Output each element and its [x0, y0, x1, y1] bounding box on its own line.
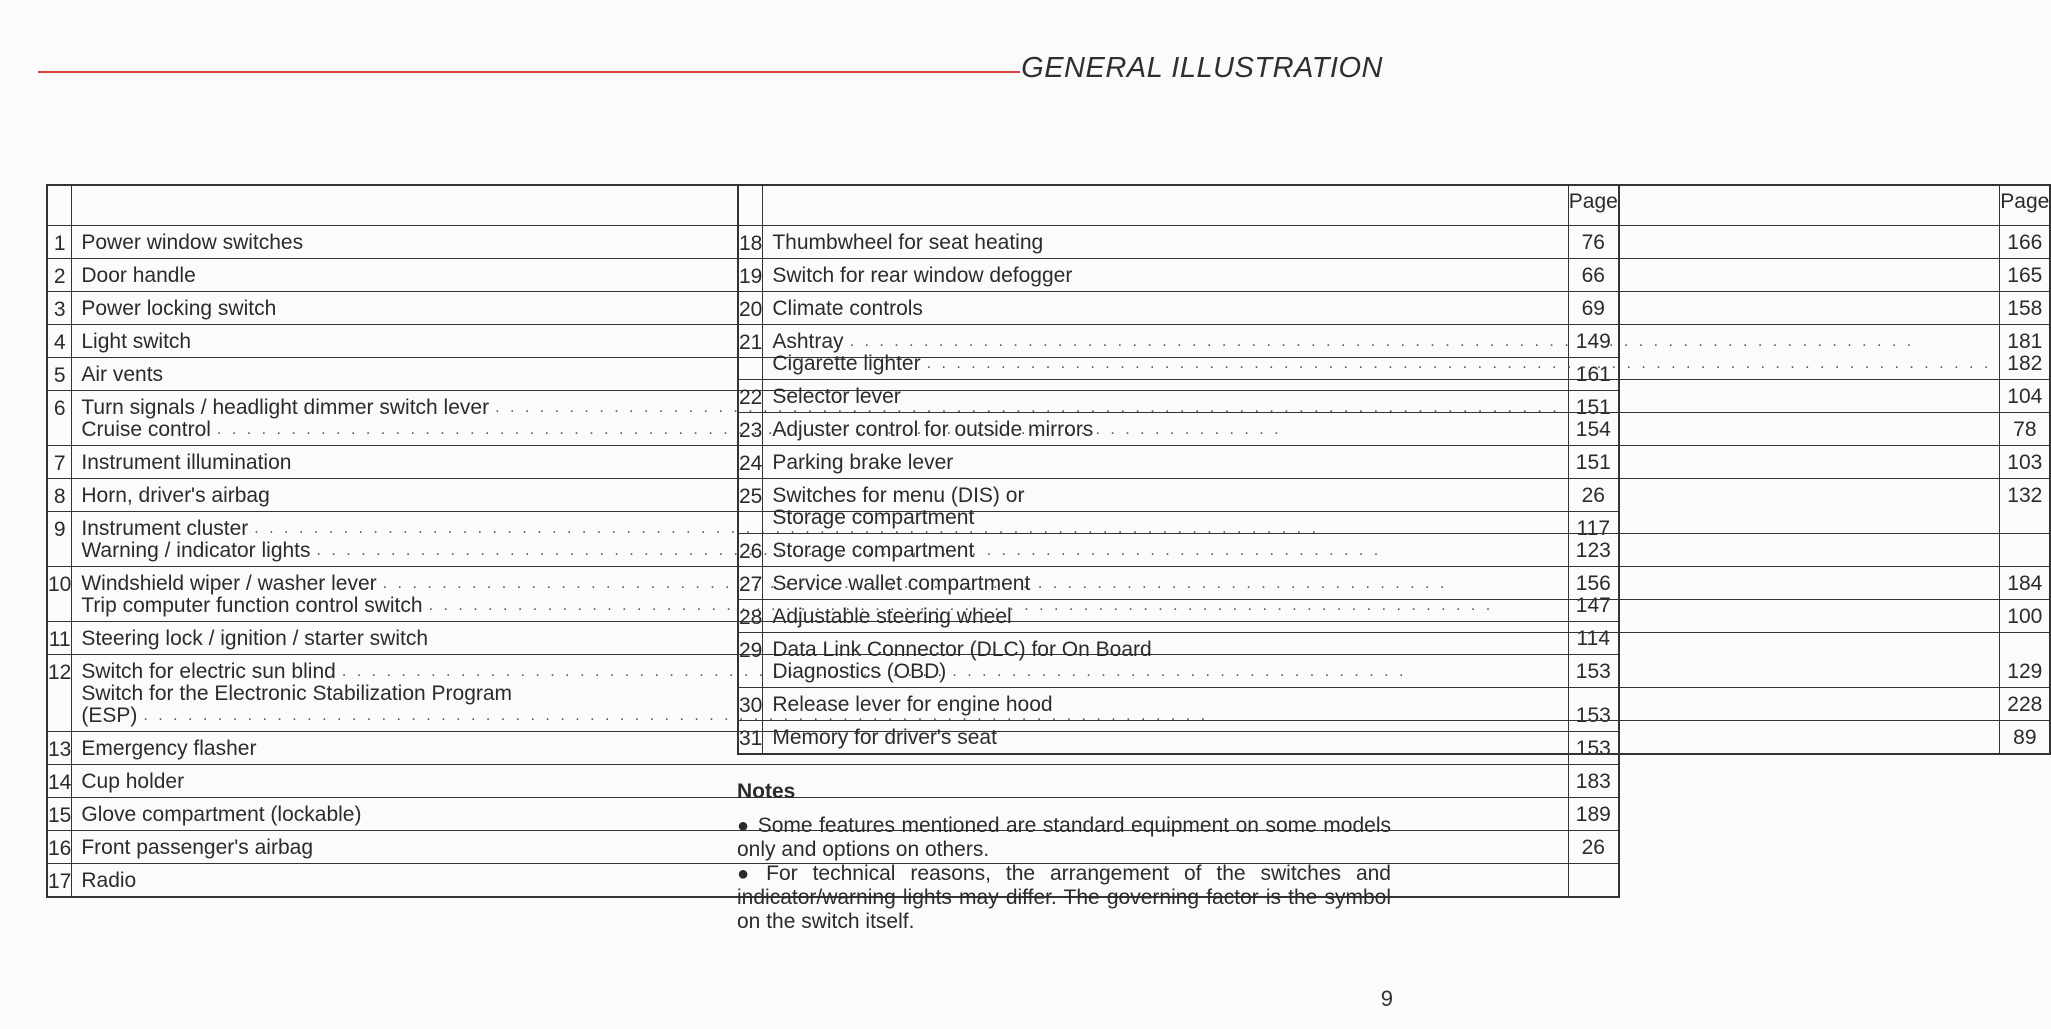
dot-leader — [927, 353, 1992, 375]
table-row — [738, 413, 2050, 446]
item-label-cell — [763, 446, 2000, 479]
item-label: Power locking switch — [81, 297, 277, 320]
item-number: 12 — [47, 655, 72, 732]
item-label: Data Link Connector (DLC) for On Board — [772, 638, 1152, 661]
table-row — [738, 721, 2050, 755]
item-label-cell — [763, 259, 2000, 292]
table-row — [738, 325, 2050, 380]
page-ref: 151 — [1575, 451, 1611, 474]
table-header-row — [738, 185, 2050, 226]
item-label: Door handle — [81, 264, 196, 287]
item-number: 21 — [738, 325, 763, 380]
item-number: 18 — [738, 226, 763, 259]
item-label-line — [772, 452, 1991, 474]
page-ref: 114 — [1576, 627, 1611, 650]
notes-title: Notes — [737, 780, 796, 803]
bullet-icon: ● — [737, 815, 750, 837]
item-label: Cup holder — [81, 770, 185, 793]
item-number: 17 — [47, 864, 72, 898]
page-ref: 104 — [2007, 385, 2043, 408]
item-label: Horn, driver's airbag — [81, 484, 270, 507]
page-ref: 182 — [2007, 352, 2043, 375]
item-label-line — [772, 331, 1991, 353]
item-label-cell — [763, 633, 2000, 688]
page-ref: 156 — [1575, 572, 1611, 595]
item-label: Ashtray — [772, 330, 844, 353]
item-number: 30 — [738, 688, 763, 721]
item-label-line — [772, 573, 1991, 595]
item-label-cell — [763, 479, 2000, 534]
item-label: Release lever for engine hood — [772, 693, 1053, 716]
item-label-line — [772, 727, 1991, 749]
item-number: 29 — [738, 633, 763, 688]
header-num-cell — [47, 185, 72, 226]
item-label: Cruise control — [81, 418, 211, 441]
item-number: 4 — [47, 325, 72, 358]
page-ref: 184 — [2007, 572, 2043, 595]
page-ref: 100 — [2007, 605, 2043, 628]
page-ref: 117 — [1576, 517, 1611, 540]
item-label: Adjuster control for outside mirrors — [772, 418, 1094, 441]
item-label-cell — [763, 292, 2000, 325]
item-number: 7 — [47, 446, 72, 479]
item-number: 14 — [47, 765, 72, 798]
table-row — [738, 479, 2050, 534]
item-label: Emergency flasher — [81, 737, 257, 760]
item-label: Switch for rear window defogger — [772, 264, 1073, 287]
item-label-line — [772, 265, 1991, 287]
note-item — [737, 862, 1391, 934]
item-number: 9 — [47, 512, 72, 567]
item-label-line — [772, 661, 1991, 683]
page-ref: 158 — [2007, 297, 2043, 320]
item-label: Turn signals / headlight dimmer switch lever — [81, 396, 490, 419]
page-ref-cell — [2000, 380, 2051, 413]
page-ref-cell — [2000, 259, 2051, 292]
page-ref — [1569, 870, 1618, 892]
page-ref-cell — [1568, 798, 1619, 831]
item-label-cell — [763, 226, 2000, 259]
page-ref: 123 — [1575, 539, 1611, 562]
page-ref: 183 — [1575, 770, 1611, 793]
item-label-line — [772, 694, 1991, 716]
item-number: 25 — [738, 479, 763, 534]
page-ref: 153 — [1575, 660, 1611, 683]
item-label: Switches for menu (DIS) or — [772, 484, 1025, 507]
item-label: Radio — [81, 869, 137, 892]
item-number: 10 — [47, 567, 72, 622]
page-ref-cell — [2000, 413, 2051, 446]
page-ref: 149 — [1575, 330, 1611, 353]
item-label: Trip computer function control switch — [81, 594, 423, 617]
item-label: Front passenger's airbag — [81, 836, 313, 859]
item-number: 26 — [738, 534, 763, 567]
page-ref: 26 — [1581, 484, 1605, 507]
item-label: Windshield wiper / washer lever — [81, 572, 377, 595]
table-row — [738, 600, 2050, 633]
page-ref: 154 — [1575, 418, 1611, 441]
page-ref-cell — [1568, 765, 1619, 798]
page-ref: 89 — [2013, 726, 2037, 749]
item-label-cell — [763, 413, 2000, 446]
page-ref-cell — [1568, 831, 1619, 864]
table-row — [738, 226, 2050, 259]
item-label: (ESP) — [81, 704, 138, 727]
page-ref-cell — [1568, 864, 1619, 898]
page-ref: 153 — [1575, 737, 1611, 760]
page-ref: 228 — [2007, 693, 2043, 716]
item-label-line — [772, 540, 1991, 562]
page-column-header: Page — [2000, 185, 2051, 226]
notes-section — [737, 780, 1391, 934]
item-number: 2 — [47, 259, 72, 292]
page-ref: 78 — [2013, 418, 2037, 441]
item-label: Service wallet compartment — [772, 572, 1031, 595]
item-label: Cigarette lighter — [772, 352, 921, 375]
item-label: Memory for driver's seat — [772, 726, 997, 749]
item-number: 15 — [47, 798, 72, 831]
item-label-line — [772, 485, 1991, 507]
page-ref — [2000, 540, 2049, 562]
item-label-line — [772, 386, 1991, 408]
item-label-cell — [763, 534, 2000, 567]
table-row — [738, 259, 2050, 292]
item-number: 23 — [738, 413, 763, 446]
item-number: 22 — [738, 380, 763, 413]
item-number: 24 — [738, 446, 763, 479]
page-ref: 69 — [1581, 297, 1605, 320]
item-label-cell — [763, 567, 2000, 600]
table-row — [738, 567, 2050, 600]
item-label-cell — [763, 380, 2000, 413]
item-label: Glove compartment (lockable) — [81, 803, 362, 826]
page-ref-cell — [2000, 446, 2051, 479]
dot-leader — [850, 331, 1992, 353]
table-row — [738, 534, 2050, 567]
item-label: Climate controls — [772, 297, 923, 320]
note-item — [737, 814, 1391, 862]
page-ref: 153 — [1575, 704, 1611, 727]
bullet-icon: ● — [737, 863, 759, 885]
page-ref — [2000, 639, 2049, 661]
page-ref-cell — [2000, 534, 2051, 567]
note-text: For technical reasons, the arrangement of the switches and indicator/warning lights may differ. The governing factor is the symbol on the switch itself. — [737, 862, 1391, 933]
page-ref: 166 — [2007, 231, 2043, 254]
table-row — [738, 380, 2050, 413]
header-num-cell — [738, 185, 763, 226]
item-label: Instrument illumination — [81, 451, 292, 474]
item-number: 5 — [47, 358, 72, 391]
page-ref: 129 — [2007, 660, 2043, 683]
item-label: Diagnostics (OBD) — [772, 660, 947, 683]
item-label-line — [772, 232, 1991, 254]
page-column-header: Page — [1568, 185, 1619, 226]
item-label-line — [772, 353, 1991, 375]
item-label: Switch for the Electronic Stabilization Program — [81, 682, 513, 705]
header-label-cell — [763, 185, 2000, 226]
item-label-line — [772, 507, 1991, 529]
item-label-cell — [763, 600, 2000, 633]
item-number: 11 — [47, 622, 72, 655]
page-ref: 181 — [2007, 330, 2043, 353]
page-ref-cell — [2000, 325, 2051, 380]
page-ref: 147 — [1575, 594, 1611, 617]
page-ref — [2000, 507, 2049, 529]
page-ref: 151 — [1575, 396, 1611, 419]
item-number: 19 — [738, 259, 763, 292]
item-label: Switch for electric sun blind — [81, 660, 336, 683]
table-row — [738, 446, 2050, 479]
item-label: Air vents — [81, 363, 164, 386]
item-number: 16 — [47, 831, 72, 864]
page-ref: 66 — [1581, 264, 1605, 287]
page-ref-cell — [2000, 600, 2051, 633]
page-ref-cell — [2000, 633, 2051, 688]
page-ref: 132 — [2007, 484, 2043, 507]
item-label: Steering lock / ignition / starter switch — [81, 627, 429, 650]
page-ref-cell — [2000, 292, 2051, 325]
item-label: Instrument cluster — [81, 517, 249, 540]
item-label: Light switch — [81, 330, 192, 353]
page-ref: 76 — [1581, 231, 1605, 254]
header-rule — [38, 71, 1020, 73]
note-text: Some features mentioned are standard equipment on some models only and options on others. — [737, 814, 1391, 861]
item-label: Storage compartment — [772, 539, 975, 562]
page-ref-cell — [2000, 226, 2051, 259]
page-title: GENERAL ILLUSTRATION — [1021, 52, 1383, 84]
item-number: 28 — [738, 600, 763, 633]
item-label-line — [772, 639, 1991, 661]
page-ref: 161 — [1575, 363, 1611, 386]
item-label-line — [772, 606, 1991, 628]
table-row — [738, 292, 2050, 325]
item-number: 13 — [47, 732, 72, 765]
legend-table-right — [737, 184, 2051, 755]
table-row — [738, 688, 2050, 721]
table-row — [738, 633, 2050, 688]
item-number: 8 — [47, 479, 72, 512]
item-label: Parking brake lever — [772, 451, 954, 474]
item-label: Selector lever — [772, 385, 901, 408]
item-number: 1 — [47, 226, 72, 259]
item-number: 20 — [738, 292, 763, 325]
item-number: 6 — [47, 391, 72, 446]
page-ref: 26 — [1581, 836, 1605, 859]
item-label-cell — [763, 688, 2000, 721]
item-label-line — [772, 298, 1991, 320]
page-ref-cell — [2000, 567, 2051, 600]
item-label-cell — [763, 325, 2000, 380]
page-number: 9 — [1380, 986, 1393, 1011]
item-label: Power window switches — [81, 231, 304, 254]
item-label-cell — [763, 721, 2000, 755]
item-label: Adjustable steering wheel — [772, 605, 1012, 628]
item-label: Warning / indicator lights — [81, 539, 311, 562]
page-ref: 103 — [2007, 451, 2043, 474]
item-number: 31 — [738, 721, 763, 755]
item-label: Thumbwheel for seat heating — [772, 231, 1044, 254]
item-number: 27 — [738, 567, 763, 600]
page-ref: 165 — [2007, 264, 2043, 287]
page-ref: 189 — [1575, 803, 1611, 826]
page-ref-cell — [2000, 479, 2051, 534]
page-ref-cell — [2000, 688, 2051, 721]
item-label-line — [772, 419, 1991, 441]
item-number: 3 — [47, 292, 72, 325]
page-ref-cell — [2000, 721, 2051, 755]
item-label: Storage compartment — [772, 506, 975, 529]
